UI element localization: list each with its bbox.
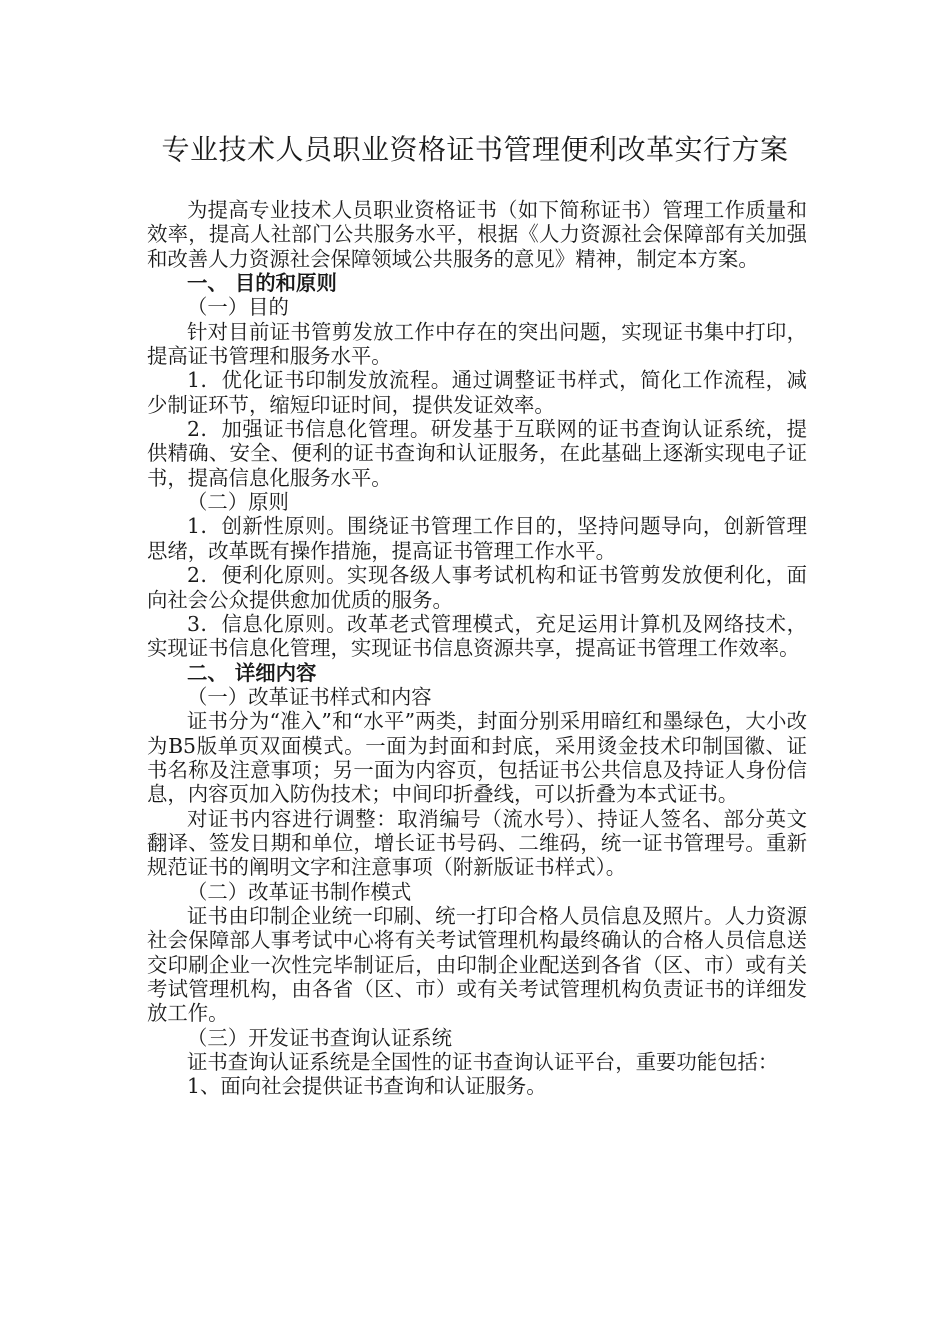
body-paragraph: 对证书内容进行调整：取消编号（流水号）、持证人签名、部分英文翻译、签发日期和单位，增长证书号码、二维码，统一证书管理号。重新规范证书的阐明文字和注意事项（附新版证书样式）。 bbox=[147, 806, 807, 880]
body-paragraph: 2．便利化原则。实现各级人事考试机构和证书管剪发放便利化，面向社会公众提供愈加优质的服务。 bbox=[147, 563, 807, 612]
subsection-heading-production: （二）改革证书制作模式 bbox=[187, 879, 412, 904]
intro-paragraph: 为提高专业技术人员职业资格证书（如下简称证书）管理工作质量和效率，提高人社部门公共服务水平，根据《人力资源社会保障部有关加强和改善人力资源社会保障领域公共服务的意见》精神，制定本方案。 bbox=[147, 198, 807, 271]
section-heading-1: 一、 目的和原则 bbox=[187, 271, 337, 296]
document-body bbox=[147, 198, 807, 1099]
body-paragraph: 证书分为“准入”和“水平”两类，封面分别采用暗红和墨绿色，大小改为B5版单页双面模式。一面为封面和封底，采用烫金技术印制国徽、证书名称及注意事项；另一面为内容页，包括证书公共信息及持证人身份信息，内容页加入防伪技术；中间印折叠线，可以折叠为本式证书。 bbox=[147, 709, 807, 807]
body-paragraph: 2．加强证书信息化管理。研发基于互联网的证书查询认证系统，提供精确、安全、便利的证书查询和认证服务，在此基础上逐渐实现电子证书，提高信息化服务水平。 bbox=[147, 417, 807, 490]
body-paragraph: 1．优化证书印制发放流程。通过调整证书样式，简化工作流程，减少制证环节，缩短印证时间，提供发证效率。 bbox=[147, 368, 807, 417]
section-heading-2: 二、 详细内容 bbox=[187, 660, 317, 685]
body-paragraph: 针对目前证书管剪发放工作中存在的突出问题，实现证书集中打印，提高证书管理和服务水平。 bbox=[147, 319, 807, 369]
subsection-heading-style: （一）改革证书样式和内容 bbox=[187, 684, 432, 709]
subsection-heading-principles: （二）原则 bbox=[187, 490, 289, 515]
body-paragraph: 3．信息化原则。改革老式管理模式，充足运用计算机及网络技术，实现证书信息化管理，实现证书信息资源共享，提高证书管理工作效率。 bbox=[147, 611, 807, 661]
body-paragraph: 证书由印制企业统一印刷、统一打印合格人员信息及照片。人力资源社会保障部人事考试中心将有关考试管理机构最终确认的合格人员信息送交印刷企业一次性完毕制证后，由印制企业配送到各省（区、市）或有关考试管理机构，由各省（区、市）或有关考试管理机构负责证书的详细发放工作。 bbox=[147, 903, 807, 1026]
document-title: 专业技术人员职业资格证书管理便利改革实行方案 bbox=[161, 133, 789, 166]
body-paragraph: 1．创新性原则。围绕证书管理工作目的，坚持问题导向，创新管理思绪，改革既有操作措施，提高证书管理工作水平。 bbox=[147, 514, 807, 563]
subsection-heading-purpose: （一）目的 bbox=[187, 295, 289, 320]
subsection-heading-system: （三）开发证书查询认证系统 bbox=[187, 1025, 453, 1050]
body-paragraph: 1、面向社会提供证书查询和认证服务。 bbox=[187, 1074, 547, 1099]
body-paragraph: 证书查询认证系统是全国性的证书查询认证平台，重要功能包括： bbox=[187, 1050, 779, 1075]
